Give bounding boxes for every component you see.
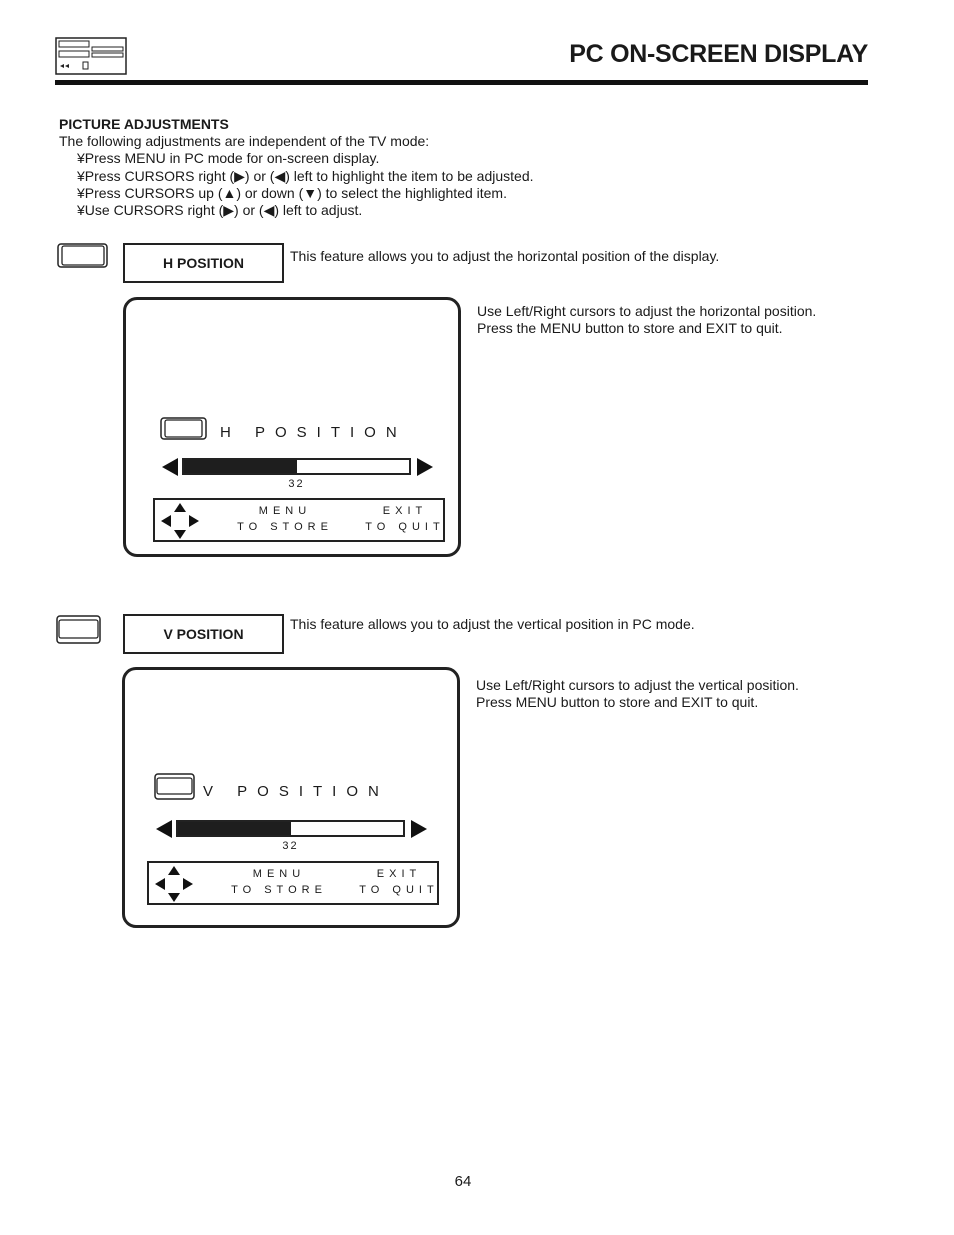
h-position-label: H POSITION bbox=[123, 243, 284, 283]
menu-action: TO STORE bbox=[237, 521, 333, 533]
osd-title: V POSITION bbox=[203, 783, 389, 800]
osd-title: H POSITION bbox=[220, 424, 407, 441]
page-title: PC ON-SCREEN DISPLAY bbox=[569, 40, 868, 68]
menu-label: MENU bbox=[252, 868, 306, 880]
menu-label: MENU bbox=[258, 505, 312, 517]
slider-value: 32 bbox=[282, 840, 299, 852]
osd-menu-bar bbox=[153, 498, 445, 542]
h-position-osd-icon bbox=[160, 417, 208, 441]
cursor-pad-icon bbox=[154, 865, 194, 903]
header-rule bbox=[55, 80, 868, 85]
exit-action: TO QUIT bbox=[365, 521, 445, 533]
right-arrow-icon[interactable] bbox=[409, 819, 429, 839]
h-position-slider[interactable] bbox=[182, 458, 411, 475]
intro-step: ¥Use CURSORS right (▶) or (◀) left to adjust. bbox=[77, 202, 363, 219]
v-position-slider[interactable] bbox=[176, 820, 405, 837]
exit-label: EXIT bbox=[376, 868, 422, 880]
page-number: 64 bbox=[454, 1173, 472, 1190]
instruction-line: Press the MENU button to store and EXIT to quit. bbox=[477, 320, 783, 336]
intro-step: ¥Press CURSORS right (▶) or (◀) left to highlight the item to be adjusted. bbox=[77, 167, 534, 184]
slider-fill bbox=[184, 460, 297, 473]
v-position-osd-screen bbox=[122, 667, 460, 928]
cursor-pad-icon bbox=[160, 502, 200, 540]
menu-action: TO STORE bbox=[231, 884, 327, 896]
section-heading: PICTURE ADJUSTMENTS bbox=[59, 116, 229, 132]
left-arrow-icon[interactable] bbox=[154, 819, 174, 839]
instruction-line: Use Left/Right cursors to adjust the horizontal position. bbox=[477, 303, 817, 319]
right-arrow-icon[interactable] bbox=[415, 457, 435, 477]
intro-step: ¥Press MENU in PC mode for on-screen display. bbox=[77, 150, 380, 167]
intro-text bbox=[59, 133, 534, 219]
left-arrow-icon[interactable] bbox=[160, 457, 180, 477]
h-position-osd-screen bbox=[123, 297, 461, 557]
slider-value: 32 bbox=[288, 478, 305, 490]
intro-step: ¥Press CURSORS up (▲) or down (▼) to select the highlighted item. bbox=[77, 184, 507, 201]
exit-action: TO QUIT bbox=[359, 884, 439, 896]
intro-lead: The following adjustments are independent of the TV mode: bbox=[59, 133, 430, 149]
osd-menu-bar bbox=[147, 861, 439, 905]
v-position-osd-icon bbox=[154, 773, 196, 801]
v-position-instructions bbox=[476, 677, 799, 711]
instruction-line: Use Left/Right cursors to adjust the vertical position. bbox=[476, 677, 799, 693]
v-position-label: V POSITION bbox=[123, 614, 284, 654]
h-position-icon bbox=[57, 243, 109, 269]
h-position-instructions bbox=[477, 303, 816, 337]
v-position-feature-text: This feature allows you to adjust the vertical position in PC mode. bbox=[290, 616, 695, 632]
slider-fill bbox=[178, 822, 291, 835]
vcr-device-icon bbox=[55, 37, 127, 75]
instruction-line: Press MENU button to store and EXIT to quit. bbox=[476, 694, 759, 710]
exit-label: EXIT bbox=[382, 505, 428, 517]
v-position-icon bbox=[56, 615, 102, 645]
h-position-feature-text: This feature allows you to adjust the horizontal position of the display. bbox=[290, 248, 720, 264]
